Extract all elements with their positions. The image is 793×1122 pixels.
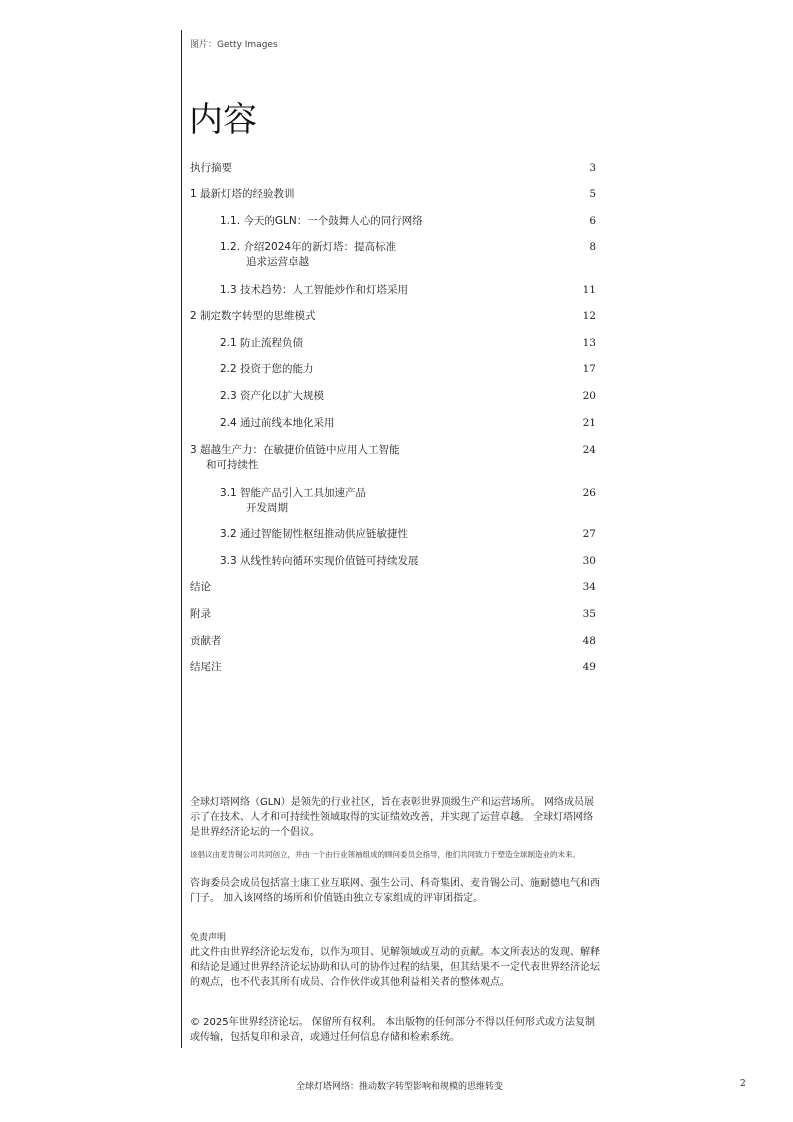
toc-entry[interactable] (190, 634, 600, 649)
footer-title: 全球灯塔网络：推动数字转型影响和规模的思维转变 (296, 1082, 504, 1092)
toc-entry[interactable] (190, 486, 600, 516)
toc-entry-label (220, 283, 408, 298)
toc-entry[interactable] (190, 187, 600, 202)
toc-entry-label-line: 贡献者 (190, 635, 222, 647)
toc-entry-label (220, 362, 314, 377)
toc-entry[interactable] (190, 443, 600, 473)
toc-entry-label (220, 554, 419, 569)
toc-entry-label (190, 607, 211, 622)
toc-entry-label-line: 附录 (190, 608, 211, 620)
toc-entry-page: 13 (582, 337, 596, 349)
toc-entry[interactable] (190, 214, 600, 229)
toc-entry-label-line: 执行摘要 (190, 162, 232, 174)
toc-entry[interactable] (190, 240, 600, 270)
toc-entry-page: 5 (589, 188, 596, 200)
toc-entry[interactable] (190, 660, 600, 675)
toc-entry-label-line: 2.2 投资于您的能力 (220, 363, 314, 375)
toc-entry-label-line: 和可持续性 (206, 459, 259, 471)
toc-entry-label-line: 1.2. 介绍2024年的新灯塔：提高标准 (220, 241, 397, 253)
toc-entry-label-line: 1.1. 今天的GLN：一个鼓舞人心的同行网络 (220, 215, 423, 227)
toc-entry-label-line: 2.3 资产化以扩大规模 (220, 390, 325, 402)
toc-entry[interactable] (190, 336, 600, 351)
toc-entry-page: 3 (589, 162, 596, 174)
toc-entry-label (190, 161, 232, 176)
toc-entry-label-line: 1.3 技术趋势：人工智能炒作和灯塔采用 (220, 284, 409, 296)
toc-entry-page: 8 (589, 241, 596, 253)
image-credit: 图片：Getty Images (190, 40, 278, 50)
toc-entry[interactable] (190, 362, 600, 377)
toc-entry-label-line: 开发周期 (246, 502, 288, 514)
cofounder-note: 该倡议由麦肯锡公司共同创立，并由一个由行业领袖组成的顾问委员会指导，他们共同致力于塑造全球制造业的未来。 (190, 850, 580, 859)
toc-entry-page: 20 (582, 390, 596, 402)
toc-entry-page: 17 (582, 363, 596, 375)
toc-entry-label-line: 2.4 通过前线本地化采用 (220, 417, 335, 429)
toc-entry-label-line: 3.2 通过智能韧性枢纽推动供应链敏捷性 (220, 528, 409, 540)
page-title: 内容 (189, 100, 257, 140)
toc-entry-label (220, 416, 335, 431)
toc-entry[interactable] (190, 580, 600, 595)
toc-entry[interactable] (190, 161, 600, 176)
toc-entry-label-line: 3.1 智能产品引入工具加速产品 (220, 487, 367, 499)
toc-entry-page: 27 (582, 528, 596, 540)
toc-entry-label (220, 486, 366, 516)
toc-entry-page: 6 (589, 215, 596, 227)
page-number: 2 (740, 1079, 746, 1089)
disclaimer-text: 此文件由世界经济论坛发布，以作为项目、见解领域或互动的贡献。本文所表达的发现、解释和结论是通过世界经济论坛协助和认可的协作过程的结果，但其结果不一定代表世界经济论坛的观点，也不代表其所有成员、合作伙伴或其他利益相关者的整体观点。 (190, 947, 600, 988)
toc-entry-label (220, 214, 423, 229)
toc-entry-label-line: 结论 (190, 581, 211, 593)
toc-entry-label-line: 结尾注 (190, 661, 222, 673)
disclaimer-heading: 免责声明 (190, 933, 227, 943)
toc-entry-label (220, 527, 408, 542)
toc-entry-page: 48 (582, 635, 596, 647)
toc-entry-label (220, 240, 396, 270)
toc-entry[interactable] (190, 283, 600, 298)
toc-entry-label-line: 追求运营卓越 (246, 256, 309, 268)
toc-entry[interactable] (190, 554, 600, 569)
margin-rule (181, 30, 182, 1048)
toc-entry[interactable] (190, 309, 600, 324)
toc-entry-label (190, 309, 316, 324)
about-paragraph: 全球灯塔网络（GLN）是领先的行业社区，旨在表彰世界顶级生产和运营场所。 网络成员展示了在技术、人才和可持续性领域取得的实证绩效改善，并实现了运营卓越。 全球灯塔网络是世界经济论坛的一个倡议。 (190, 797, 594, 838)
toc-entry-label-line: 1 最新灯塔的经验教训 (190, 188, 295, 200)
toc-entry-label (190, 187, 295, 202)
toc-entry-page: 11 (582, 284, 596, 296)
toc-entry-page: 26 (582, 487, 596, 499)
toc-entry-label (220, 336, 303, 351)
toc-entry-page: 49 (582, 661, 596, 673)
toc-entry-label-line: 2.1 防止流程负债 (220, 337, 304, 349)
toc-entry-label (190, 580, 211, 595)
toc-entry-label (220, 389, 324, 404)
toc-entry-page: 12 (582, 310, 596, 322)
toc-entry-label (190, 443, 400, 473)
toc-entry[interactable] (190, 416, 600, 431)
advisory-paragraph: 咨询委员会成员包括富士康工业互联网、强生公司、科奇集团、麦肯锡公司、施耐德电气和西门子。 加入该网络的场所和价值链由独立专家组成的评审团指定。 (190, 878, 600, 904)
toc-entry-page: 30 (582, 555, 596, 567)
toc-entry-label (190, 660, 222, 675)
toc-entry-page: 34 (582, 581, 596, 593)
toc-entry[interactable] (190, 607, 600, 622)
toc-entry-label-line: 3.3 从线性转向循环实现价值链可持续发展 (220, 555, 419, 567)
toc-entry[interactable] (190, 527, 600, 542)
toc-entry-page: 35 (582, 608, 596, 620)
toc-entry-page: 21 (582, 417, 596, 429)
toc-entry-page: 24 (582, 444, 596, 456)
toc-entry-label (190, 634, 222, 649)
toc-entry-label-line: 3 超越生产力：在敏捷价值链中应用人工智能 (190, 444, 400, 456)
toc-entry-label-line: 2 制定数字转型的思维模式 (190, 310, 316, 322)
toc-entry[interactable] (190, 389, 600, 404)
copyright-notice: © 2025年世界经济论坛。 保留所有权利。 本出版物的任何部分不得以任何形式或方法复制或传输，包括复印和录音，或通过任何信息存储和检索系统。 (190, 1017, 595, 1043)
